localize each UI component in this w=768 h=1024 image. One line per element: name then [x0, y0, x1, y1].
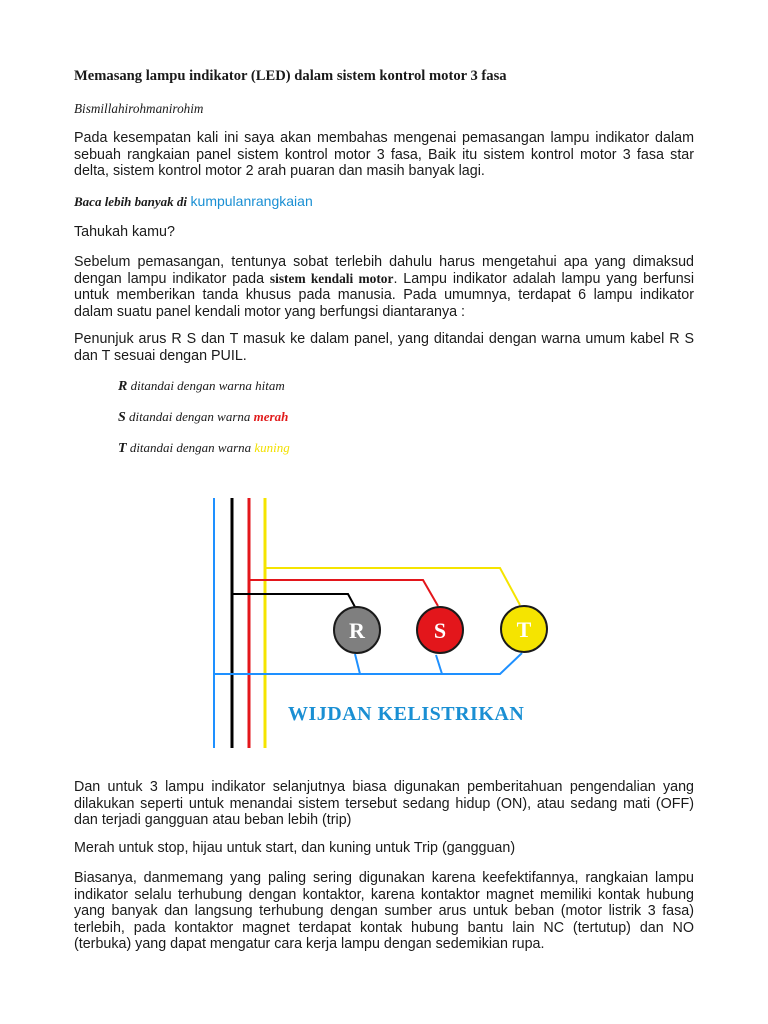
- paragraph-color-meaning: Merah untuk stop, hijau untuk start, dan kuning untuk Trip (gangguan): [74, 840, 516, 856]
- wire-r-letter: R: [118, 379, 128, 394]
- wire-r-line: [118, 378, 285, 395]
- paragraph-definition: [74, 254, 694, 320]
- paragraph-contactor: Biasanya, danmemang yang paling sering digunakan karena keefektifannya, rangkaian lampu indikator selalu terhubung dengan kontaktor, karena kontaktor magnet memiliki kontak hubung yang banyak dan langsung terhubung dengan sumber arus untuk beban (motor listrik 3 fasa) terlebih, pada kontaktor magnet terdapat kontak hubung bantu lain NC (tertutup) dan NO (terbuka) yang dapat mengatur cara kerja lampu dengan sedemikian rupa.: [74, 870, 694, 953]
- paragraph-rst: Penunjuk arus R S dan T masuk ke dalam panel, yang ditandai dengan warna umum kabel R S dan T sesuai dengan PUIL.: [74, 331, 694, 364]
- wire-s-line: [118, 409, 288, 426]
- wire-s-text: ditandai dengan warna: [129, 409, 251, 424]
- wire-t-text: ditandai dengan warna: [129, 440, 252, 455]
- neutral-to-lamp-r: [355, 654, 360, 674]
- opening-greeting: Bismillahirohmanirohim: [74, 101, 204, 116]
- wire-t-color-word: kuning: [254, 440, 290, 455]
- paragraph-on-off: Dan untuk 3 lampu indikator selanjutnya biasa digunakan pemberitahuan pengendalian yang dilakukan seperti untuk menandai sistem tersebut sedang hidup (ON), atau sedang mati (OFF) dan terjadi gangguan atau beban lebih (trip): [74, 779, 694, 829]
- read-more-line: [74, 193, 313, 211]
- diagram-watermark: WIJDAN KELISTRIKAN: [288, 703, 525, 725]
- question-line: Tahukah kamu?: [74, 224, 175, 240]
- wire-to-lamp-t: [265, 568, 520, 605]
- wire-s-letter: S: [118, 410, 126, 425]
- wire-s-color-word: merah: [253, 409, 289, 424]
- paragraph-intro-text: Pada kesempatan kali ini saya akan membahas mengenai pemasangan lampu indikator dalam sebuah rangkaian panel sistem kontrol motor 3 fasa, Baik itu sistem kontrol motor 3 fasa star delta, sistem kontrol motor 2 arah puaran dan masih banyak lagi.: [74, 130, 694, 180]
- keyword-sistem-kendali: sistem kendali motor: [269, 270, 394, 286]
- paragraph-intro: [74, 130, 694, 180]
- lamp-r-label: R: [349, 618, 365, 643]
- wire-t-line: [118, 440, 290, 457]
- paragraph-definition-end: . Lampu indikator adalah lampu yang berfunsi untuk memberikan tanda khusus pada manusia. Pada umumnya, terdapat 6 lampu indikator dalam suatu panel kendali motor yang berfungsi diantaranya :: [74, 270, 694, 320]
- paragraph-definition-start: Sebelum pemasangan, tentunya sobat terlebih dahulu harus mengetahui apa yang dimaksud dengan lampu indikator pada: [74, 254, 694, 287]
- read-more-link[interactable]: kumpulanrangkaian: [190, 193, 313, 209]
- neutral-return-wire: [214, 653, 522, 674]
- lamp-s-label: S: [433, 618, 447, 643]
- wire-t-letter: T: [118, 441, 127, 456]
- read-more-lead: Baca lebih banyak di: [74, 194, 188, 209]
- wire-r-text: ditandai dengan warna hitam: [130, 378, 285, 393]
- lamp-t-label: T: [516, 617, 532, 642]
- article-title: Memasang lampu indikator (LED) dalam sistem kontrol motor 3 fasa: [74, 68, 507, 84]
- indicator-lamp-diagram: [200, 490, 580, 755]
- neutral-to-lamp-s: [436, 655, 442, 674]
